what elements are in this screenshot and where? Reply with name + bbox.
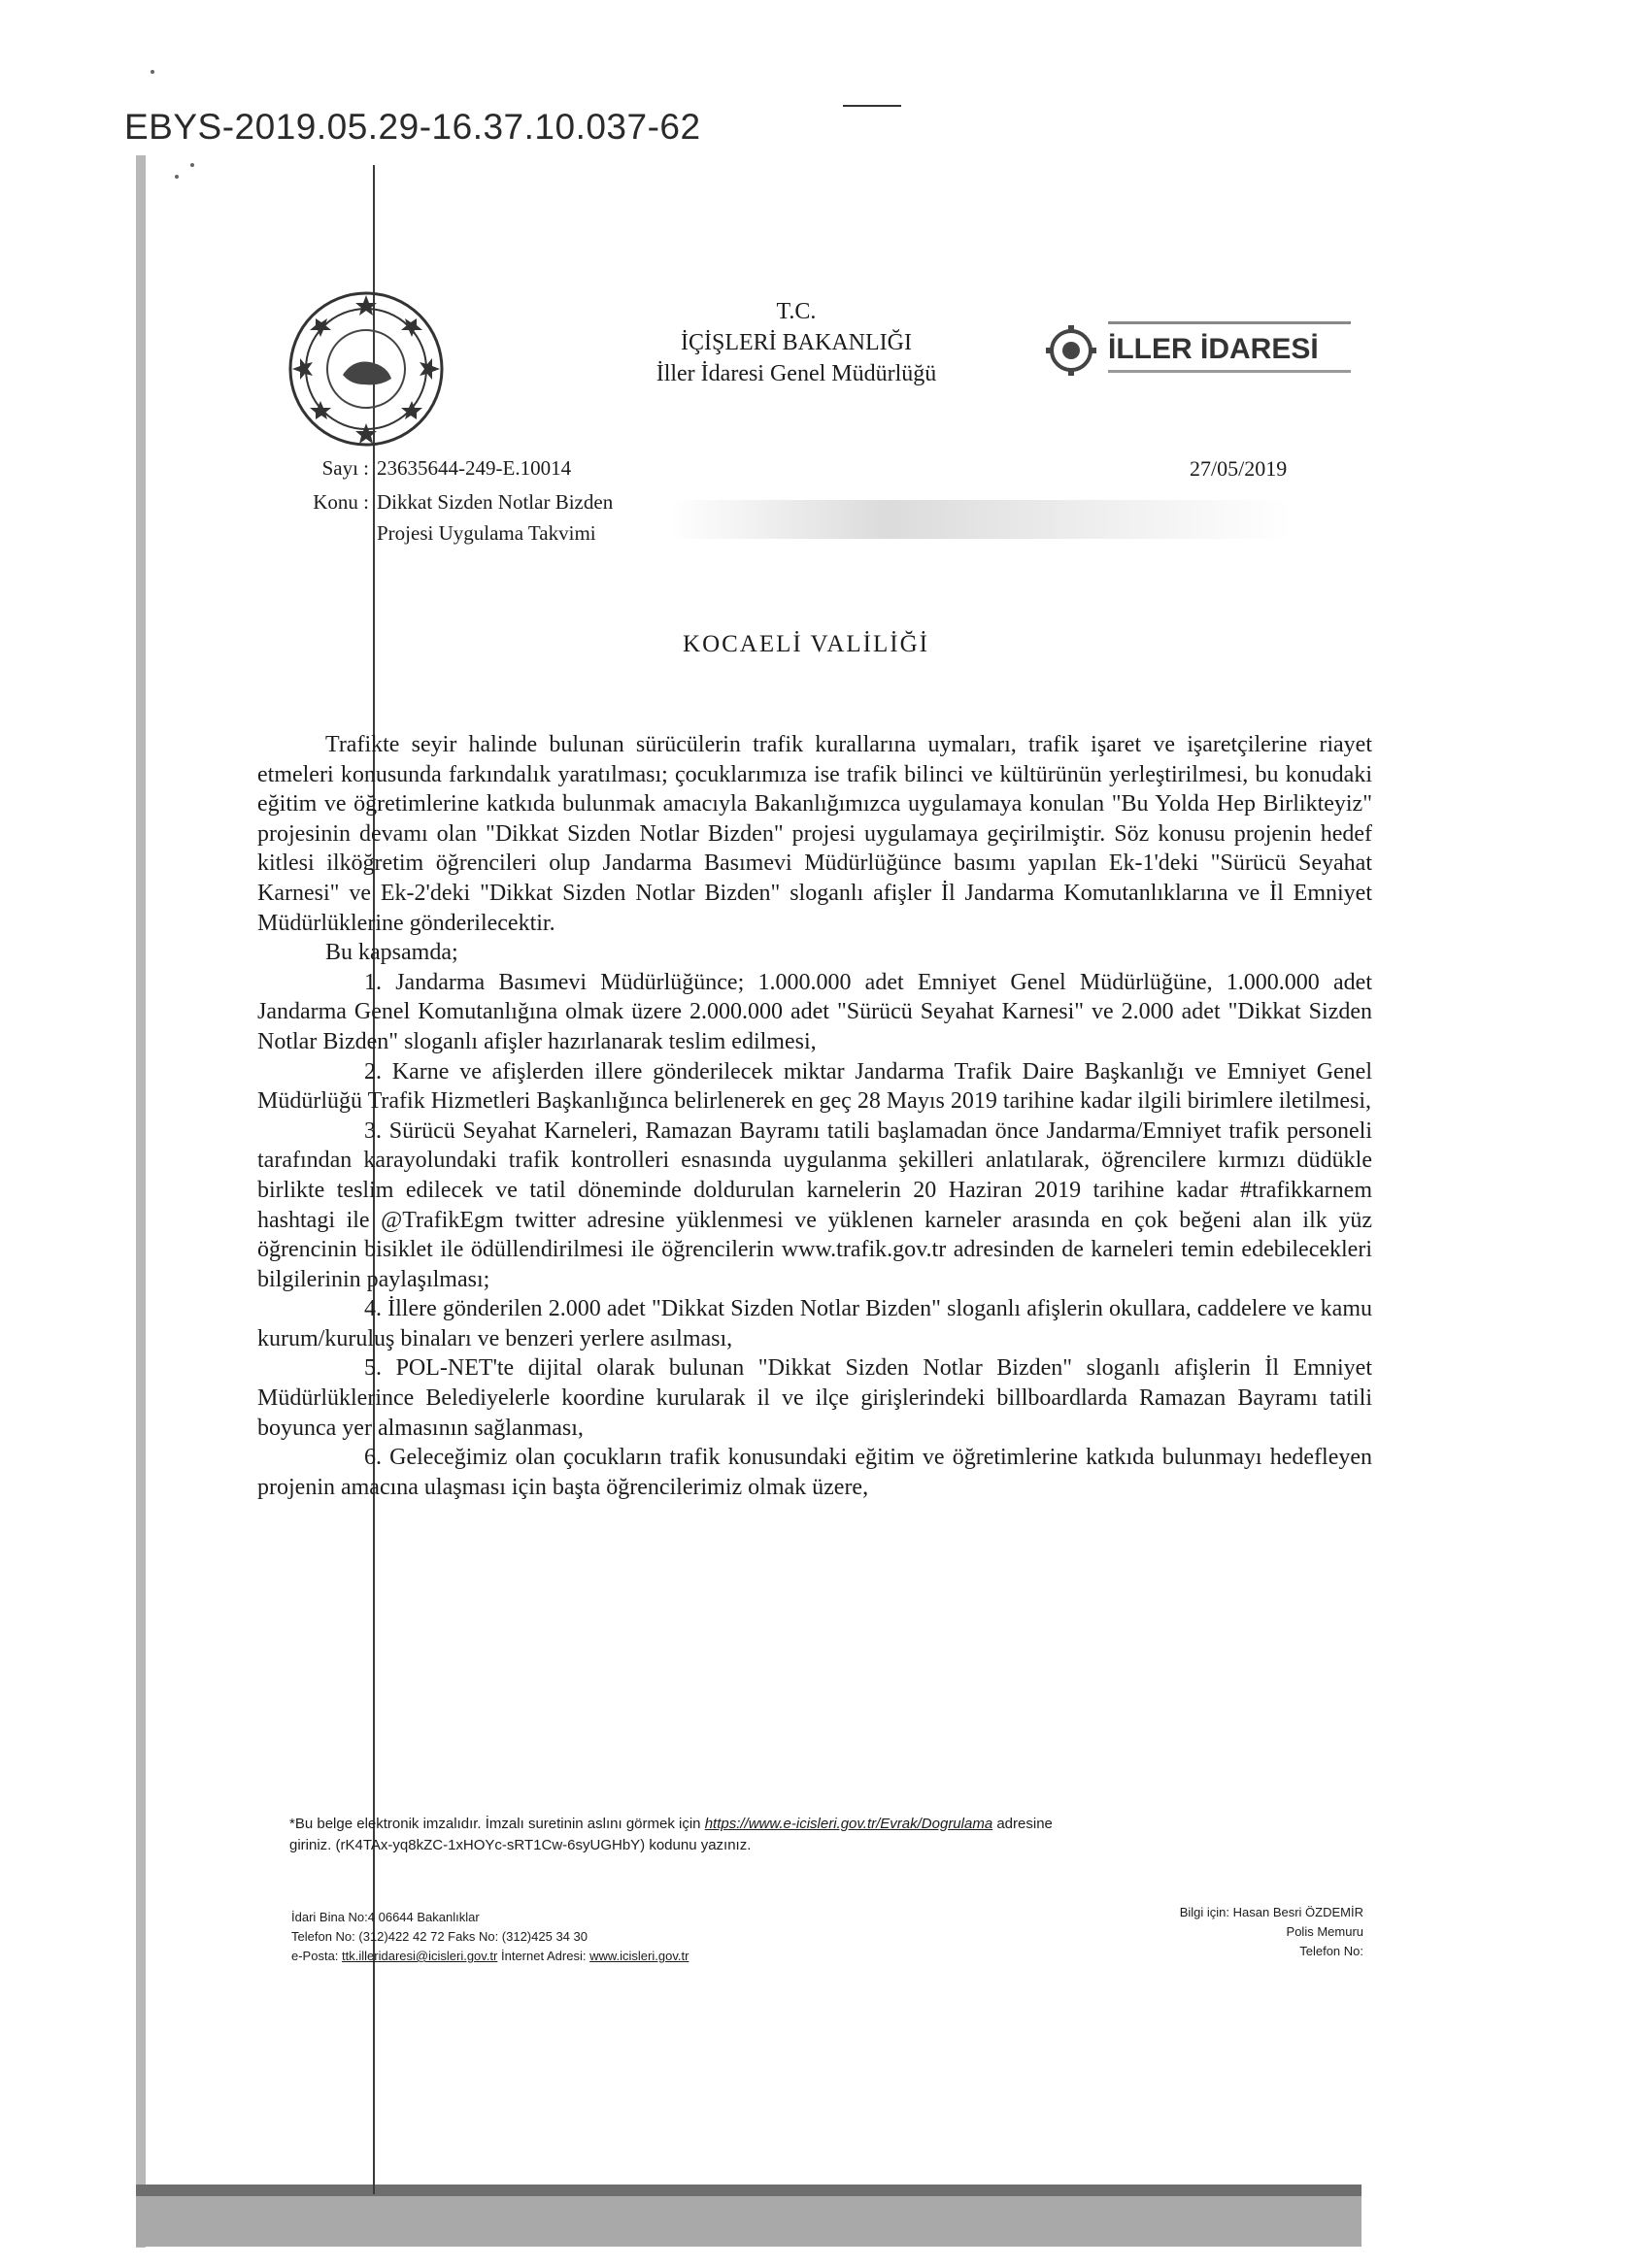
list-item: 3. Sürücü Seyahat Karneleri, Ramazan Bayramı tatili başlamadan önce Jandarma/Emniyet trafik personeli tarafından karayolundaki trafik kontrolleri esnasında uygulanma şekilleri anlatılarak, öğrencilere kırmızı düdükle birlikte teslim edilecek ve tatil döneminde doldurulan karnelerin 20 Haziran 2019 tarihine kadar #trafikkarnem hashtagi ile @TrafikEgm twitter adresine yüklenmesi ve yüklenen karneler arasında en çok beğeni alan ilk yüz öğrencinin bisiklet ile ödüllendirilmesi ile öğrencilerin www.trafik.gov.tr adresinden de karneleri temin edebilecekleri bilgilerinin paylaşılması; [257, 1117, 1372, 1292]
footer-address: İdari Bina No:4 06644 Bakanlıklar [291, 1910, 480, 1924]
footer-contact [291, 1908, 689, 1966]
letter-body [257, 730, 1372, 1502]
sayi-value: 23635644-249-E.10014 [377, 456, 572, 480]
sayi-label: Sayı : [321, 456, 369, 480]
note-text: *Bu belge elektronik imzalıdır. İmzalı suretinin aslını görmek için [289, 1816, 701, 1832]
header-ministry: İÇİŞLERİ BAKANLIĞI [681, 330, 912, 355]
header-directorate: İller İdaresi Genel Müdürlüğü [655, 361, 937, 386]
list-item: 1. Jandarma Basımevi Müdürlüğünce; 1.000.000 adet Emniyet Genel Müdürlüğüne, 1.000.000 adet Jandarma Genel Komutanlığına olmak üzere 2.000.000 adet "Sürücü Seyahat Karnesi" ve 2.000 adet "Dikkat Sizden Notlar Bizden" sloganlı afişler hazırlanarak teslim edilmesi, [257, 969, 1372, 1054]
e-signature-note [289, 1814, 1377, 1856]
note-tail: adresine [996, 1816, 1053, 1832]
letterhead [612, 296, 981, 389]
footer-web[interactable]: www.icisleri.gov.tr [589, 1949, 689, 1963]
code-underline [843, 105, 901, 107]
iller-idaresi-logo [1044, 316, 1364, 384]
turkish-seal-icon [286, 289, 447, 450]
scan-speck [151, 70, 154, 74]
document-code: EBYS-2019.05.29-16.37.10.037-62 [124, 107, 701, 147]
footer-email-label: e-Posta: [291, 1949, 339, 1963]
scan-bottom-edge [136, 2185, 1361, 2196]
footer-email[interactable]: ttk.illeridaresi@icisleri.gov.tr [342, 1949, 498, 1963]
konu-value-line1: Dikkat Sizden Notlar Bizden [377, 490, 614, 514]
scan-speck [190, 163, 194, 167]
list-item: 6. Geleceğimiz olan çocukların trafik konusundaki eğitim ve öğretimlerine katkıda bulunmayı hedefleyen projenin amacına ulaşması için başta öğrencilerimiz olmak üzere, [257, 1445, 1372, 1500]
body-paragraph: Bu kapsamda; [325, 940, 458, 966]
header-tc: T.C. [776, 299, 817, 324]
scan-edge-shadow [136, 155, 146, 2248]
konu-value-line2: Projesi Uygulama Takvimi [377, 521, 596, 545]
svg-text:İLLER İDARESİ: İLLER İDARESİ [1108, 333, 1319, 365]
footer-info [1136, 1903, 1363, 1961]
note-code: giriniz. (rK4TAx-yq8kZC-1xHOYc-sRT1Cw-6syUGHbY) kodunu yazınız. [289, 1837, 752, 1853]
body-paragraph: Trafikte seyir halinde bulunan sürücülerin trafik kurallarına uymaları, trafik işaret ve işaretçilerine riayet etmeleri konusunda farkındalık yaratılması; çocuklarımıza ise trafik bilinci ve kültürünün yerleştirilmesi, bu konudaki eğitim ve öğretimlerine katkıda bulunmak amacıyla Bakanlığımızca uygulamaya konulan "Bu Yolda Hep Birlikteyiz" projesinin devamı olan "Dikkat Sizden Notlar Bizden" projesi uygulamaya geçirilmiştir. Söz konusu projenin hedef kitlesi ilköğretim öğrencileri olup Jandarma Basımevi Müdürlüğünce basımı yapılan Ek-1'deki "Sürücü Seyahat Karnesi" ve Ek-2'deki "Dikkat Sizden Notlar Bizden" sloganlı afişler İl Jandarma Komutanlıklarına ve İl Emniyet Müdürlüklerine gönderilecektir. [257, 732, 1372, 936]
document-date: 27/05/2019 [1190, 456, 1288, 481]
info-phone: Telefon No: [1299, 1944, 1363, 1958]
scan-speck [175, 175, 179, 179]
addressee: KOCAELİ VALİLİĞİ [683, 631, 929, 657]
list-item: 2. Karne ve afişlerden illere gönderilecek miktar Jandarma Trafik Daire Başkanlığı ve Emniyet Genel Müdürlüğü Trafik Hizmetleri Başkanlığınca belirlenerek en geç 28 Mayıs 2019 tarihine kadar ilgili birimlere iletilmesi, [257, 1058, 1372, 1115]
footer-phone: Telefon No: (312)422 42 72 Faks No: (312)425 34 30 [291, 1929, 588, 1944]
info-contact: Bilgi için: Hasan Besri ÖZDEMİR [1179, 1905, 1363, 1919]
footer-web-label: İnternet Adresi: [501, 1949, 587, 1963]
list-item: 5. POL-NET'te dijital olarak bulunan "Dikkat Sizden Notlar Bizden" sloganlı afişlerin İl Emniyet Müdürlüklerince Belediyelerle koordine kurularak il ve ilçe girişlerindeki billboardlarda Ramazan Bayramı tatili boyunca yer almasının sağlanması, [257, 1355, 1372, 1441]
list-item: 4. İllere gönderilen 2.000 adet "Dikkat Sizden Notlar Bizden" sloganlı afişlerin okullara, caddelere ve kamu kurum/kuruluş binaları ve benzeri yerlere asılması, [257, 1296, 1372, 1351]
konu-label: Konu : [313, 490, 369, 514]
info-title: Polis Memuru [1286, 1924, 1363, 1939]
verification-link[interactable]: https://www.e-icisleri.gov.tr/Evrak/Dogrulama [704, 1816, 993, 1832]
scan-smear [670, 500, 1292, 539]
